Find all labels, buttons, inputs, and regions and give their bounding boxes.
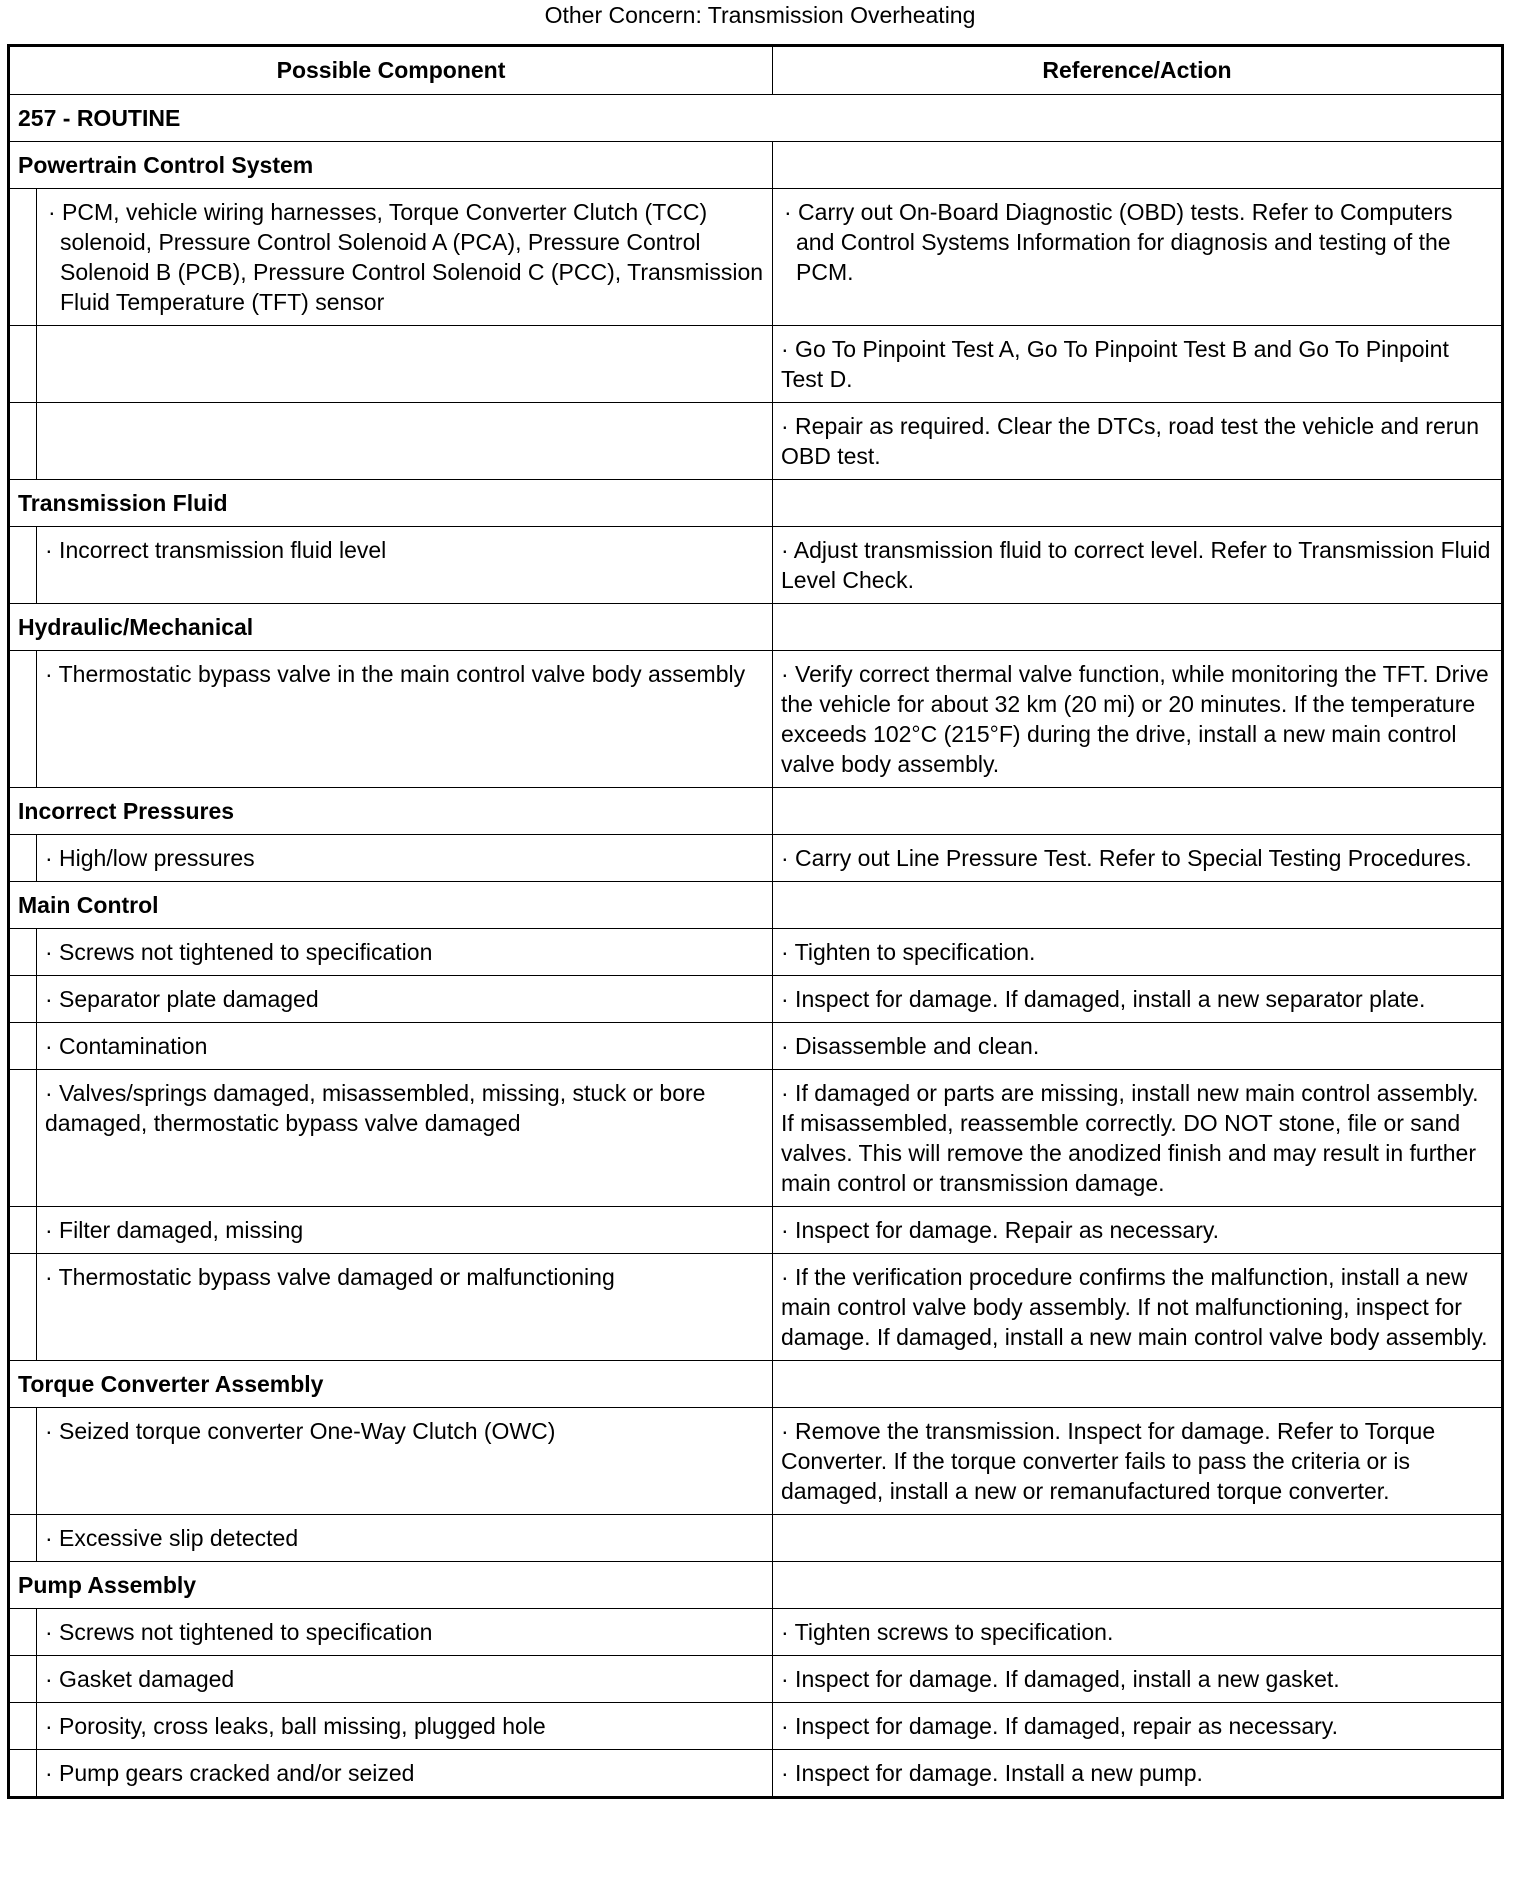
table-row [9, 1656, 1503, 1703]
group-row [9, 142, 1503, 189]
action-cell: · Tighten to specification. [773, 929, 1503, 976]
routine-row [9, 95, 1503, 142]
group-powertrain-control-system: Powertrain Control System [9, 142, 773, 189]
action-cell: · Go To Pinpoint Test A, Go To Pinpoint Test B and Go To Pinpoint Test D. [773, 326, 1503, 403]
component-cell [37, 326, 773, 403]
diagnosis-table [7, 44, 1504, 1799]
group-action-empty [773, 1361, 1503, 1408]
group-row [9, 882, 1503, 929]
table-row [9, 1750, 1503, 1798]
component-cell: · Screws not tightened to specification [37, 1609, 773, 1656]
component-cell: · Thermostatic bypass valve in the main control valve body assembly [37, 651, 773, 788]
component-cell: · Screws not tightened to specification [37, 929, 773, 976]
table-row [9, 929, 1503, 976]
action-cell: · Inspect for damage. If damaged, repair as necessary. [773, 1703, 1503, 1750]
table-row [9, 651, 1503, 788]
group-action-empty [773, 882, 1503, 929]
action-cell [773, 1515, 1503, 1562]
action-cell: · Verify correct thermal valve function, while monitoring the TFT. Drive the vehicle for about 32 km (20 mi) or 20 minutes. If the temperature exceeds 102°C (215°F) during the drive, install a new main control valve body assembly. [773, 651, 1503, 788]
table-row [9, 326, 1503, 403]
group-hydraulic-mechanical: Hydraulic/Mechanical [9, 604, 773, 651]
table-row [9, 976, 1503, 1023]
action-cell: · Inspect for damage. Install a new pump. [773, 1750, 1503, 1798]
table-row [9, 1609, 1503, 1656]
action-cell: · Remove the transmission. Inspect for damage. Refer to Torque Converter. If the torque converter fails to pass the criteria or is damaged, install a new or remanufactured torque converter. [773, 1408, 1503, 1515]
group-action-empty [773, 788, 1503, 835]
group-row [9, 1361, 1503, 1408]
action-cell: · Adjust transmission fluid to correct level. Refer to Transmission Fluid Level Check. [773, 527, 1503, 604]
group-action-empty [773, 1562, 1503, 1609]
table-row [9, 1703, 1503, 1750]
component-cell: · High/low pressures [37, 835, 773, 882]
component-cell: · Excessive slip detected [37, 1515, 773, 1562]
table-row [9, 403, 1503, 480]
action-cell: · Repair as required. Clear the DTCs, road test the vehicle and rerun OBD test. [773, 403, 1503, 480]
component-cell: · PCM, vehicle wiring harnesses, Torque Converter Clutch (TCC) solenoid, Pressure Control Solenoid A (PCA), Pressure Control Solenoid B (PCB), Pressure Control Solenoid C (PCC), Transmission Fluid Temperature (TFT) sensor [37, 189, 773, 326]
header-reference-action: Reference/Action [773, 46, 1503, 95]
component-cell: · Porosity, cross leaks, ball missing, plugged hole [37, 1703, 773, 1750]
action-cell: · If the verification procedure confirms the malfunction, install a new main control valve body assembly. If not malfunctioning, inspect for damage. If damaged, install a new main control valve body assembly. [773, 1254, 1503, 1361]
action-cell: · Inspect for damage. If damaged, install a new separator plate. [773, 976, 1503, 1023]
component-cell: · Thermostatic bypass valve damaged or malfunctioning [37, 1254, 773, 1361]
component-cell: · Gasket damaged [37, 1656, 773, 1703]
table-row [9, 189, 1503, 326]
action-cell: · Inspect for damage. If damaged, install a new gasket. [773, 1656, 1503, 1703]
table-row [9, 1070, 1503, 1207]
group-action-empty [773, 604, 1503, 651]
component-cell: · Valves/springs damaged, misassembled, missing, stuck or bore damaged, thermostatic bypass valve damaged [37, 1070, 773, 1207]
component-cell: · Seized torque converter One-Way Clutch (OWC) [37, 1408, 773, 1515]
table-row [9, 1515, 1503, 1562]
table-caption: Other Concern: Transmission Overheating [544, 2, 976, 28]
group-main-control: Main Control [9, 882, 773, 929]
component-cell: · Contamination [37, 1023, 773, 1070]
table-row [9, 1023, 1503, 1070]
component-cell: · Pump gears cracked and/or seized [37, 1750, 773, 1798]
routine-label: 257 - ROUTINE [9, 95, 1503, 142]
table-row [9, 1408, 1503, 1515]
group-incorrect-pressures: Incorrect Pressures [9, 788, 773, 835]
group-action-empty [773, 480, 1503, 527]
action-cell: · If damaged or parts are missing, install new main control assembly. If misassembled, reassemble correctly. DO NOT stone, file or sand valves. This will remove the anodized finish and may result in further main control or transmission damage. [773, 1070, 1503, 1207]
group-pump-assembly: Pump Assembly [9, 1562, 773, 1609]
group-row [9, 1562, 1503, 1609]
component-cell: · Incorrect transmission fluid level [37, 527, 773, 604]
group-action-empty [773, 142, 1503, 189]
action-cell: · Tighten screws to specification. [773, 1609, 1503, 1656]
header-row [9, 46, 1503, 95]
component-cell: · Filter damaged, missing [37, 1207, 773, 1254]
group-row [9, 788, 1503, 835]
group-row [9, 480, 1503, 527]
action-cell: · Carry out Line Pressure Test. Refer to Special Testing Procedures. [773, 835, 1503, 882]
action-cell: · Inspect for damage. Repair as necessary. [773, 1207, 1503, 1254]
table-row [9, 527, 1503, 604]
component-cell [37, 403, 773, 480]
group-row [9, 604, 1503, 651]
table-row [9, 1207, 1503, 1254]
header-possible-component: Possible Component [9, 46, 773, 95]
group-torque-converter-assembly: Torque Converter Assembly [9, 1361, 773, 1408]
action-cell: · Disassemble and clean. [773, 1023, 1503, 1070]
action-cell: · Carry out On-Board Diagnostic (OBD) tests. Refer to Computers and Control Systems Information for diagnosis and testing of the PCM. [773, 189, 1503, 326]
group-transmission-fluid: Transmission Fluid [9, 480, 773, 527]
table-row [9, 835, 1503, 882]
table-row [9, 1254, 1503, 1361]
component-cell: · Separator plate damaged [37, 976, 773, 1023]
